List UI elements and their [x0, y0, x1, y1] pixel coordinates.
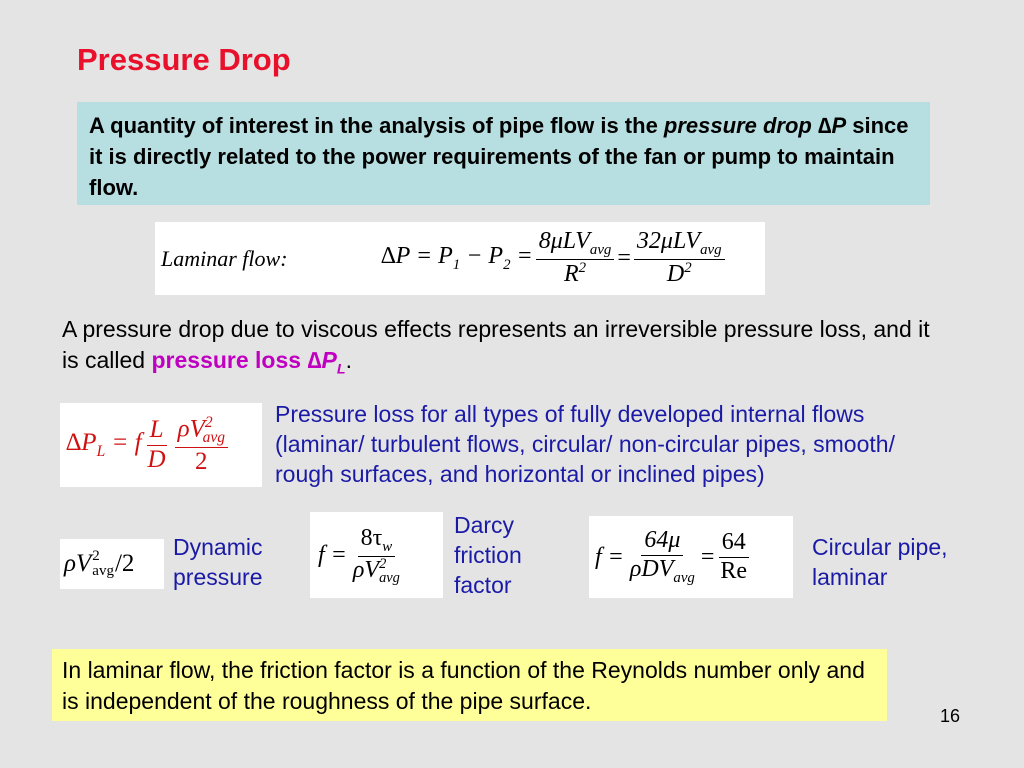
pressure-loss-term: pressure loss $\Delta P_L$ [151, 347, 346, 378]
laminar-flow-equation [155, 222, 765, 295]
intro-italic-term: pressure drop [663, 113, 818, 138]
p-symbol: P [831, 113, 847, 138]
intro-box [77, 102, 930, 205]
paragraph-end: . [345, 347, 352, 373]
dynamic-pressure-expression: ρV 2 avg /2 [60, 539, 164, 589]
paragraph-text: A pressure drop due to viscous effects represents an irreversible pressure loss, and it is called [62, 316, 930, 373]
laminar-friction-equation: f = $\frac{64\mu}{\rho DV_{avg}}$ = $\frac{64}{Re}$ [589, 516, 793, 598]
darcy-friction-label: Darcy friction factor [454, 512, 522, 598]
pressure-loss-equation: $\Delta P_L = f$ $\frac{L}{D}$ $\frac{\rho V^2_{avg}}{2}$ [60, 403, 262, 487]
dynamic-pressure-label: Dynamic pressure [173, 534, 263, 590]
delta-symbol: ∆ [817, 113, 832, 138]
slide-title: Pressure Drop [77, 42, 291, 77]
laminar-flow-label: Laminar flow: [161, 245, 288, 271]
eq-lhs: $\Delta P = P_1 - P_2$ = [381, 243, 533, 273]
fraction-d: $\frac{32\mu LV_{avg}}{D^2}$ [634, 228, 725, 288]
fraction-r: $\frac{8\mu LV_{avg}}{R^2}$ [536, 228, 615, 288]
pressure-loss-description: Pressure loss for all types of fully developed internal flows (laminar/ turbulent flows, circular/ non-circular pipes, smooth/ rough surfaces, and horizontal or inclined pipes) [275, 401, 895, 487]
eq-equals: = [617, 245, 631, 271]
pressure-loss-paragraph [62, 314, 942, 386]
intro-text-1: A quantity of interest in the analysis of pipe flow is the [89, 113, 664, 138]
intro-text-2: since it is directly related to the power requirements of the fan or pump to maintain flow. [89, 113, 909, 200]
laminar-note-box: In laminar flow, the friction factor is a function of the Reynolds number only and is independent of the roughness of the pipe surface. [52, 649, 887, 721]
laminar-friction-label: Circular pipe, laminar [812, 534, 948, 590]
page-number: 16 [940, 706, 961, 726]
darcy-friction-equation: f = $8\tau_w$ ρV 2 avg [310, 512, 443, 598]
